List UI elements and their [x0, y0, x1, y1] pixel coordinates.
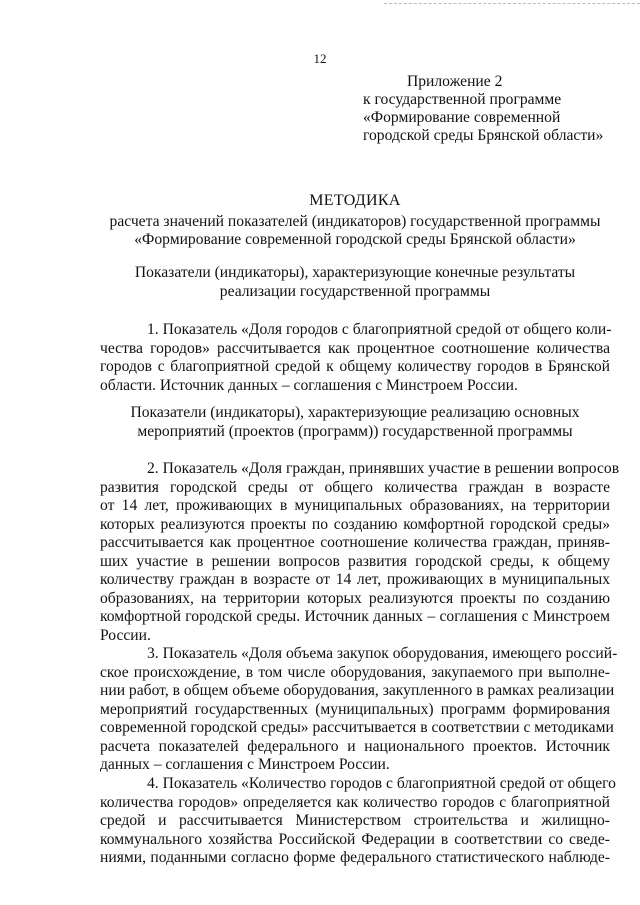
paragraph-line: развития городской среды от общего количества граждан в возрасте [100, 478, 610, 496]
paragraph-line: данных – соглашения с Минстроем России. [100, 756, 390, 773]
paragraph-line: средой и рассчитывается Министерством строительства и жилищно- [100, 812, 610, 829]
section-heading-final-results [100, 264, 610, 301]
section-heading-line: Показатели (индикаторы), характеризующие реализацию основных [130, 404, 580, 421]
paragraph-4 [100, 775, 616, 868]
section-heading-line: мероприятий (проектов (программ)) государственной программы [137, 422, 573, 440]
paragraph-line: 2. Показатель «Доля граждан, принявших участие в решении вопросов [147, 460, 620, 477]
paragraph-line: 1. Показатель «Доля городов с благоприятной средой от общего коли- [147, 321, 612, 338]
scan-edge-line [384, 3, 640, 4]
paragraph-line: образованиях, на территории которых реализуются проекты по созданию [100, 589, 610, 607]
paragraph-line: современной городской среды» рассчитывается в соответствии с методиками [100, 719, 614, 736]
paragraph-line: комфортной городской среды. Источник данных – соглашения с Минстроем [100, 608, 610, 625]
paragraph-line: России. [100, 626, 151, 644]
methodology-subtitle-line: «Формирование современной городской среды Брянской области» [134, 231, 576, 248]
paragraph-line: количеству граждан в возрасте от 14 лет, проживающих в муниципальных [100, 571, 610, 588]
paragraph-line: от 14 лет, проживающих в муниципальных образованиях, на территории [100, 497, 610, 514]
appendix-line: к государственной программе [363, 91, 562, 108]
section-heading-line: реализации государственной программы [219, 282, 491, 300]
appendix-title: Приложение 2 [407, 73, 503, 90]
paragraph-line: нии работ, в общем объеме оборудования, закупленного в рамках реализации [100, 682, 615, 699]
methodology-title: МЕТОДИКА [309, 192, 401, 209]
appendix-line: «Формирование современной [363, 109, 561, 126]
paragraph-line: городов с благоприятной средой к общему количеству городов в Брянской [100, 358, 610, 375]
section-heading-line: Показатели (индикаторы), характеризующие конечные результаты [134, 264, 576, 281]
section-heading-main-activities [100, 404, 610, 441]
paragraph-line: ское происхождение, в том числе оборудования, закупаемого при выполне- [100, 663, 610, 681]
paragraph-line: чества городов» рассчитывается как процентное соотношение количества [100, 339, 610, 357]
paragraph-line: ших участие в решении вопросов развития городской среды, к общему [100, 552, 610, 570]
paragraph-line: количества городов» определяется как количество городов с благоприятной [100, 793, 610, 811]
appendix-block [363, 73, 633, 145]
paragraph-line: 3. Показатель «Доля объема закупок оборудования, имеющего россий- [147, 645, 618, 662]
paragraph-2 [100, 460, 620, 645]
appendix-line: городской среды Брянской области» [363, 127, 604, 144]
paragraph-3 [100, 645, 618, 775]
paragraph-line: рассчитывается как процентное соотношение количества граждан, приняв- [100, 534, 610, 551]
paragraph-line: области. Источник данных – соглашения с Минстроем России. [100, 376, 518, 394]
paragraph-line: мероприятий государственных (муниципальных) программ формирования [100, 700, 610, 718]
paragraph-line: которых реализуются проекты по созданию комфортной городской среды» [100, 515, 610, 533]
methodology-heading [100, 192, 610, 250]
paragraph-line: ниями, поданными согласно форме федерального статистического наблюде- [100, 849, 610, 866]
paragraph-line: коммунального хозяйства Российской Федерации в соответствии со сведе- [100, 830, 610, 848]
paragraph-1 [100, 321, 610, 395]
paragraph-line: 4. Показатель «Количество городов с благоприятной средой от общего [147, 775, 616, 792]
page-number: 12 [313, 51, 327, 66]
methodology-subtitle-line: расчета значений показателей (индикаторов) государственной программы [109, 212, 601, 230]
paragraph-line: расчета показателей федерального и национального проектов. Источник [100, 737, 610, 755]
